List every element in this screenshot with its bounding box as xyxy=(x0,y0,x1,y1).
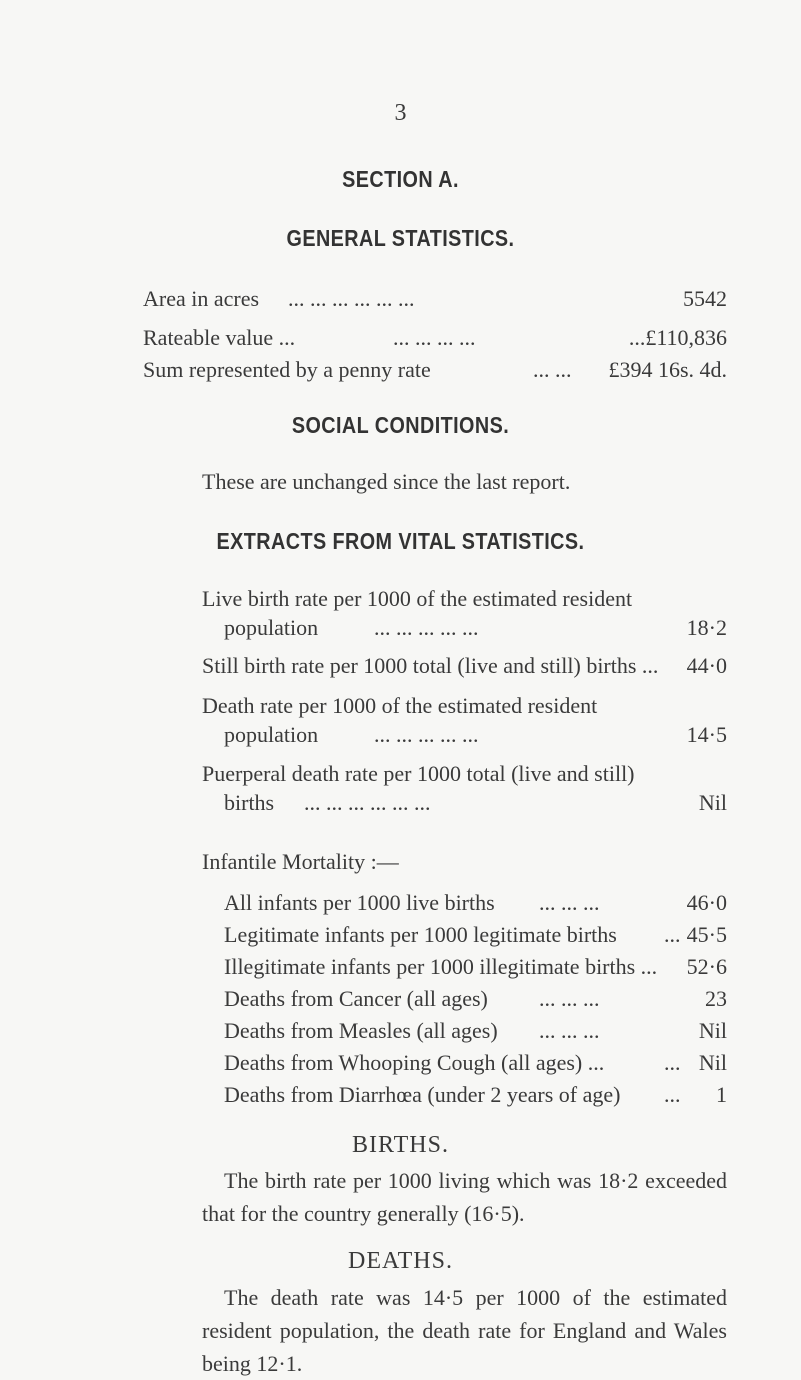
row-value: 18·2 xyxy=(686,615,727,640)
leader-dots: ... ... ... xyxy=(539,986,600,1011)
row-value: 52·6 xyxy=(686,954,727,979)
row-label-continued: population xyxy=(224,615,319,640)
leader-dots: ... ... ... ... ... ... xyxy=(304,790,431,815)
section-title: SECTION A. xyxy=(342,166,459,192)
row-label: Legitimate infants per 1000 legitimate births xyxy=(224,922,617,947)
row-value: 5542 xyxy=(683,286,727,311)
row-label: Live birth rate per 1000 of the estimated resident xyxy=(202,586,633,611)
row-value: 1 xyxy=(716,1082,727,1107)
row-value: 14·5 xyxy=(686,722,727,747)
births-paragraph: The birth rate per 1000 living which was 18·2 exceeded that for the country generally (16·5). xyxy=(202,1168,727,1226)
row-value: 23 xyxy=(705,986,727,1011)
row-value: ...£110,836 xyxy=(628,325,727,350)
row-label-continued: population xyxy=(224,722,319,747)
row-label: Death rate per 1000 of the estimated resident xyxy=(202,693,598,718)
row-label: Still birth rate per 1000 total (live and still) births ... xyxy=(202,653,659,678)
leader-dots: ... xyxy=(664,1082,681,1107)
row-label-continued: births xyxy=(224,790,275,815)
row-value: Nil xyxy=(698,790,727,815)
leader-dots: ... ... ... ... xyxy=(393,325,476,350)
row-value: £394 16s. 4d. xyxy=(608,357,727,382)
row-label: Area in acres xyxy=(143,286,260,311)
social-conditions-text: These are unchanged since the last report. xyxy=(202,469,571,494)
leader-dots: ... ... ... ... ... ... xyxy=(288,286,415,311)
row-value: Nil xyxy=(698,1018,727,1043)
leader-dots: ... ... ... xyxy=(539,890,600,915)
row-value: 45·5 xyxy=(686,922,727,947)
social-conditions-heading: SOCIAL CONDITIONS. xyxy=(291,412,510,438)
row-value: 44·0 xyxy=(686,653,727,678)
deaths-heading: DEATHS. xyxy=(347,1248,453,1274)
leader-dots: ... ... xyxy=(533,357,572,382)
row-label: Sum represented by a penny rate xyxy=(143,357,431,382)
row-label: All infants per 1000 live births xyxy=(224,890,495,915)
leader-dots: ... xyxy=(664,1050,681,1075)
row-label: Puerperal death rate per 1000 total (live and still) xyxy=(202,761,635,786)
leader-dots: ... ... ... ... ... xyxy=(374,615,479,640)
row-label: Deaths from Diarrhœa (under 2 years of age) xyxy=(224,1082,621,1107)
row-label: Rateable value ... xyxy=(143,325,296,350)
row-label: Illegitimate infants per 1000 illegitimate births ... xyxy=(224,954,658,979)
births-heading: BIRTHS. xyxy=(352,1132,449,1158)
row-label: Deaths from Whooping Cough (all ages) ... xyxy=(224,1050,605,1075)
deaths-paragraph: The death rate was 14·5 per 1000 of the estimated resident population, the death rate for England and Wales being 12·1. xyxy=(202,1285,727,1376)
vital-statistics-heading: EXTRACTS FROM VITAL STATISTICS. xyxy=(216,528,585,554)
leader-dots: ... ... ... ... ... xyxy=(374,722,479,747)
general-statistics-heading: GENERAL STATISTICS. xyxy=(286,225,515,251)
row-value: Nil xyxy=(698,1050,727,1075)
leader-dots: ... xyxy=(664,922,681,947)
row-label: Deaths from Measles (all ages) xyxy=(224,1018,498,1043)
leader-dots: ... ... ... xyxy=(539,1018,600,1043)
infantile-mortality-heading: Infantile Mortality :— xyxy=(202,849,399,874)
row-value: 46·0 xyxy=(686,890,727,915)
page-number: 3 xyxy=(394,100,407,126)
row-label: Deaths from Cancer (all ages) xyxy=(224,986,488,1011)
